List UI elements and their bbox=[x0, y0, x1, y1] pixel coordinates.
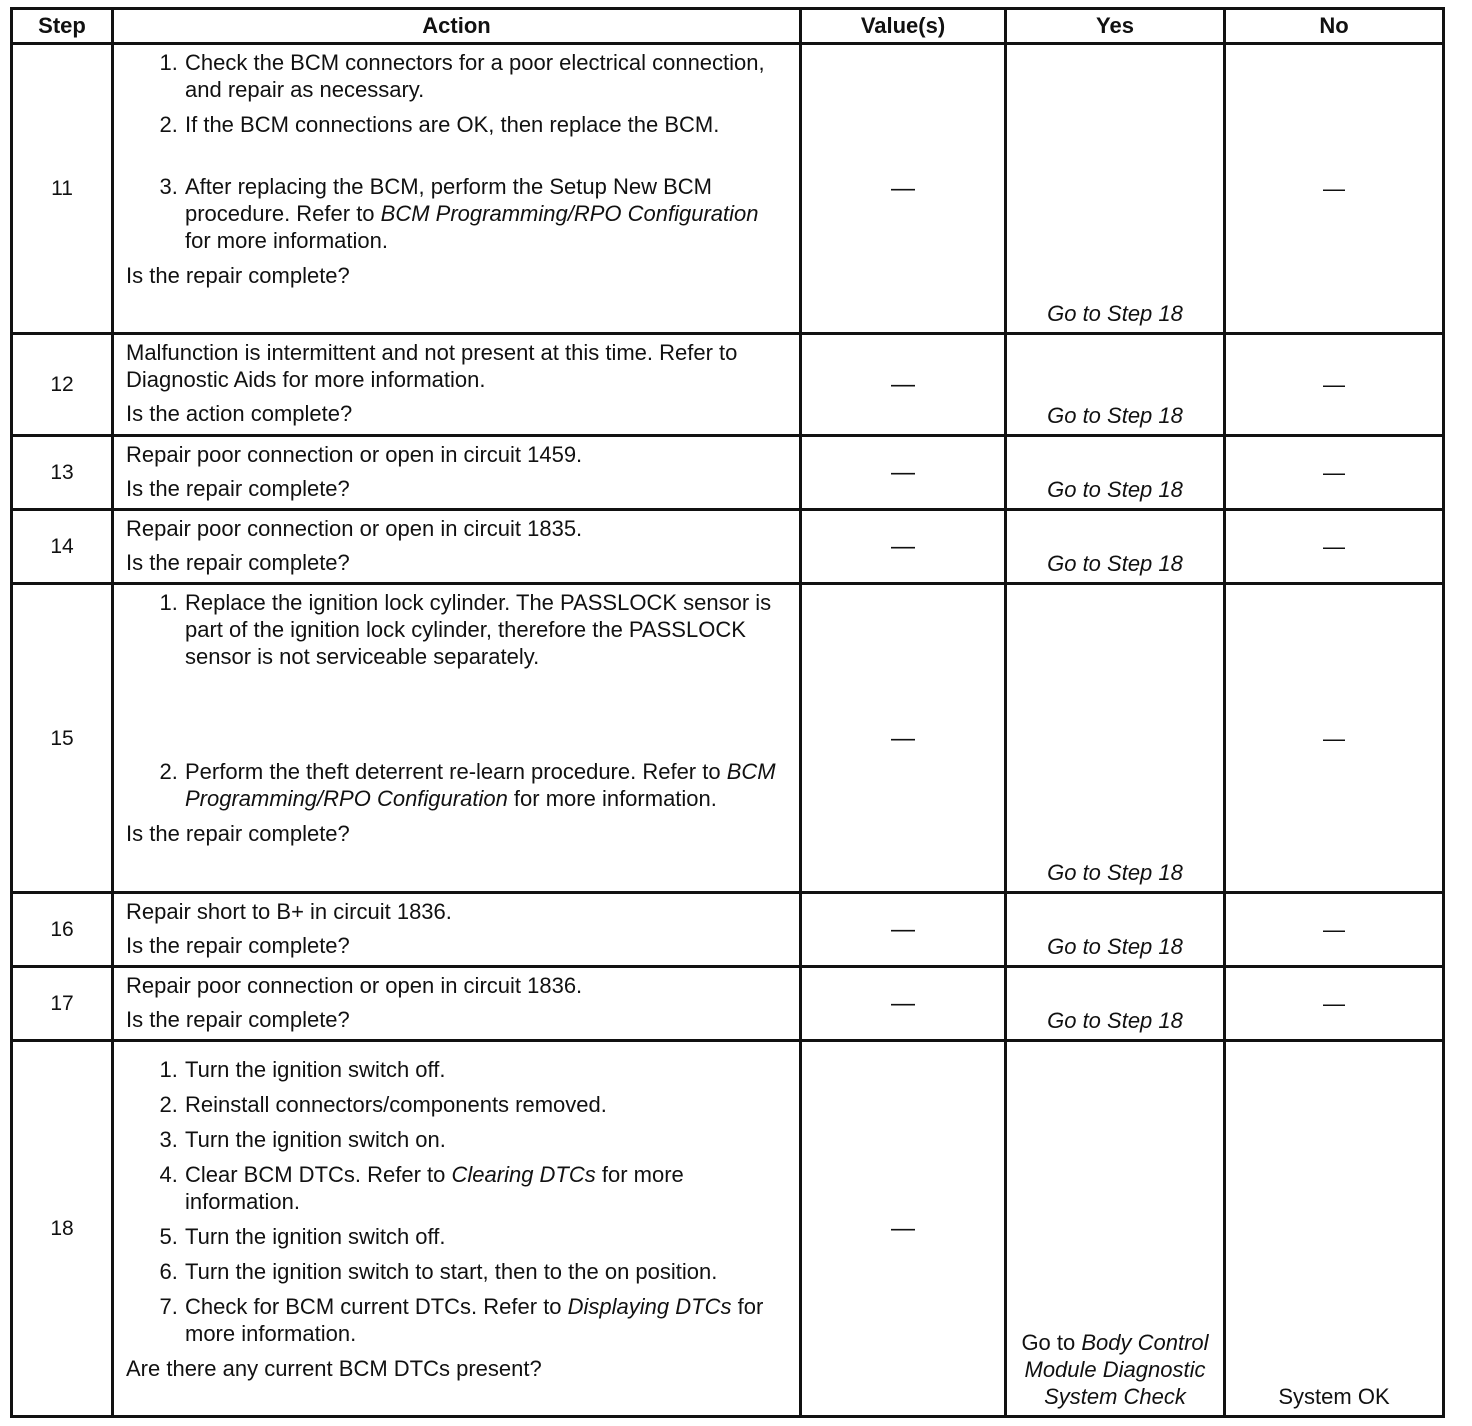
action-item: 1. Replace the ignition lock cylinder. The PASSLOCK sensor is part of the ignition lock cylinder, therefore the PASSLOCK sensor is not serviceable separately. bbox=[184, 589, 789, 670]
action-item bbox=[184, 1161, 789, 1215]
action-item: 1. Check the BCM connectors for a poor electrical connection, and repair as necessary. bbox=[184, 49, 789, 103]
action-text: Repair poor connection or open in circuit 1835. bbox=[126, 516, 583, 541]
action-item bbox=[184, 1293, 789, 1347]
yes-cell bbox=[1006, 510, 1225, 584]
value-cell: — bbox=[801, 1041, 1006, 1417]
question-text: Is the action complete? bbox=[126, 401, 353, 426]
action-item bbox=[184, 173, 789, 254]
action-item: 1. Turn the ignition switch off. bbox=[184, 1056, 789, 1083]
reference-link-text: BCM Programming/RPO Configuration bbox=[185, 759, 776, 811]
item-text: After replacing the BCM, perform the Setup New BCM procedure. Refer to bbox=[185, 174, 712, 226]
yes-cell bbox=[1006, 334, 1225, 436]
no-cell: System OK bbox=[1225, 1041, 1444, 1417]
question-text: Is the repair complete? bbox=[126, 550, 350, 575]
item-text: Check for BCM current DTCs. Refer to bbox=[185, 1294, 568, 1319]
step-number: 15 bbox=[12, 584, 113, 893]
header-yes: Yes bbox=[1006, 9, 1225, 44]
yes-text: Go to Step 18 bbox=[1047, 301, 1183, 326]
step-number: 18 bbox=[12, 1041, 113, 1417]
reference-link-text: Displaying DTCs bbox=[567, 1294, 732, 1319]
header-values: Value(s) bbox=[801, 9, 1006, 44]
no-cell: — bbox=[1225, 44, 1444, 334]
action-cell bbox=[113, 44, 801, 334]
step-number: 11 bbox=[12, 44, 113, 334]
action-text: Repair short to B+ in circuit 1836. bbox=[126, 899, 452, 924]
question-text: Is the repair complete? bbox=[126, 1007, 350, 1032]
action-cell bbox=[113, 1041, 801, 1417]
step-number: 17 bbox=[12, 967, 113, 1041]
yes-cell bbox=[1006, 893, 1225, 967]
table-row bbox=[12, 334, 1444, 436]
question-text: Are there any current BCM DTCs present? bbox=[126, 1356, 542, 1381]
no-cell: — bbox=[1225, 510, 1444, 584]
action-item: 2. If the BCM connections are OK, then replace the BCM. bbox=[184, 111, 789, 138]
no-cell: — bbox=[1225, 967, 1444, 1041]
value-cell: — bbox=[801, 510, 1006, 584]
yes-cell bbox=[1006, 436, 1225, 510]
value-cell: — bbox=[801, 584, 1006, 893]
action-item: 2. Reinstall connectors/components removed. bbox=[184, 1091, 789, 1118]
action-cell bbox=[113, 510, 801, 584]
action-item bbox=[184, 758, 789, 812]
yes-text: Go to Step 18 bbox=[1047, 551, 1183, 576]
step-number: 12 bbox=[12, 334, 113, 436]
header-action: Action bbox=[113, 9, 801, 44]
yes-text: Go to Step 18 bbox=[1047, 403, 1183, 428]
item-text: Clear BCM DTCs. Refer to bbox=[185, 1162, 452, 1187]
reference-link-text: Body Control Module Diagnostic System Check bbox=[1024, 1330, 1209, 1409]
yes-text: Go to Step 18 bbox=[1047, 1008, 1183, 1033]
action-cell bbox=[113, 436, 801, 510]
item-text: Perform the theft deterrent re-learn procedure. Refer to bbox=[185, 759, 727, 784]
yes-text: Go to Step 18 bbox=[1047, 477, 1183, 502]
yes-cell bbox=[1006, 584, 1225, 893]
header-no: No bbox=[1225, 9, 1444, 44]
no-cell: — bbox=[1225, 584, 1444, 893]
table-row bbox=[12, 44, 1444, 334]
reference-link-text: BCM Programming/RPO Configuration bbox=[380, 201, 759, 226]
action-text: Repair poor connection or open in circuit 1459. bbox=[126, 442, 583, 467]
question-text: Is the repair complete? bbox=[126, 476, 350, 501]
value-cell: — bbox=[801, 893, 1006, 967]
action-cell bbox=[113, 967, 801, 1041]
yes-cell bbox=[1006, 1041, 1225, 1417]
action-item: 6. Turn the ignition switch to start, then to the on position. bbox=[184, 1258, 789, 1285]
item-text: for more information. bbox=[185, 228, 388, 253]
table-row bbox=[12, 893, 1444, 967]
question-text: Is the repair complete? bbox=[126, 821, 350, 846]
item-text: for more information. bbox=[185, 1294, 764, 1346]
item-text: for more information. bbox=[507, 786, 717, 811]
table-row bbox=[12, 967, 1444, 1041]
question-text: Is the repair complete? bbox=[126, 933, 350, 958]
table-row bbox=[12, 584, 1444, 893]
action-item: 5. Turn the ignition switch off. bbox=[184, 1223, 789, 1250]
yes-cell bbox=[1006, 44, 1225, 334]
action-cell bbox=[113, 584, 801, 893]
step-number: 13 bbox=[12, 436, 113, 510]
action-list bbox=[126, 49, 789, 254]
table-row bbox=[12, 1041, 1444, 1417]
action-list bbox=[126, 589, 789, 812]
value-cell: — bbox=[801, 436, 1006, 510]
item-text: for more information. bbox=[185, 1162, 684, 1214]
header-step: Step bbox=[12, 9, 113, 44]
yes-text: Go to Step 18 bbox=[1047, 934, 1183, 959]
no-cell: — bbox=[1225, 334, 1444, 436]
yes-text: Go to bbox=[1021, 1330, 1082, 1355]
question-text: Is the repair complete? bbox=[126, 263, 350, 288]
action-cell bbox=[113, 334, 801, 436]
action-text: Malfunction is intermittent and not present at this time. Refer to Diagnostic Aids for more information. bbox=[126, 340, 738, 392]
no-cell: — bbox=[1225, 436, 1444, 510]
table-row bbox=[12, 510, 1444, 584]
action-cell bbox=[113, 893, 801, 967]
step-number: 16 bbox=[12, 893, 113, 967]
value-cell: — bbox=[801, 334, 1006, 436]
action-text: Repair poor connection or open in circuit 1836. bbox=[126, 973, 583, 998]
action-list bbox=[126, 1056, 789, 1347]
diagnostic-table bbox=[10, 7, 1445, 1418]
header-row bbox=[12, 9, 1444, 44]
action-item: 3. Turn the ignition switch on. bbox=[184, 1126, 789, 1153]
value-cell: — bbox=[801, 44, 1006, 334]
table-row bbox=[12, 436, 1444, 510]
no-cell: — bbox=[1225, 893, 1444, 967]
yes-cell bbox=[1006, 967, 1225, 1041]
yes-text: Go to Step 18 bbox=[1047, 860, 1183, 885]
reference-link-text: Clearing DTCs bbox=[451, 1162, 596, 1187]
value-cell: — bbox=[801, 967, 1006, 1041]
step-number: 14 bbox=[12, 510, 113, 584]
